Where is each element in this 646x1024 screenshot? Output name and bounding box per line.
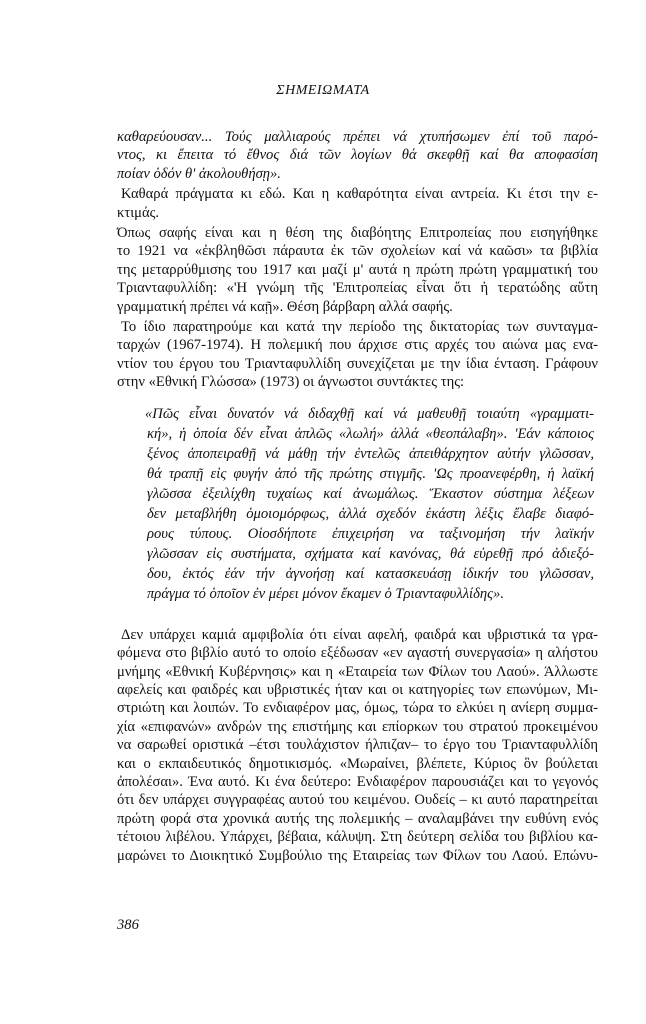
quote-line: κή», ἡ ὁποία δέν εἶναι ἁπλῶς «λωλή» ἀλλά «θεοπάλαβη». 'Εάν κάποιος [147,425,594,442]
block-quote [117,404,594,604]
text-line: και ο εκπαιδευτικός δημοτικισμός. «Μωραίνει, βλέπετε, Κύριος ὃν βούλεται [117,755,598,772]
text-line: το 1921 να «ἐκβληθῶσι πάραυτα ἐκ τῶν σχολείων καί νά καῶσι» τα βιβλία [117,243,598,260]
paragraph [117,224,598,316]
text-line: ἀπολέσαι». Ένα αυτό. Κι ένα δεύτερο: Ενδιαφέρον παρουσιάζει και το γεγονός [117,773,598,790]
text-line: στην «Εθνική Γλώσσα» (1973) οι άγνωστοι συντάκτες της: [117,374,465,391]
text-line: στριώτη και λοιπών. Το ενδιαφέρον μας, όμως, τώρα το ελκύει η ανίερη συμμα- [117,700,598,717]
text-line: ντίον του έργου του Τριανταφυλλίδη συνεχίζεται με την ίδια ένταση. Γράφουν [117,355,598,372]
quote-line: γλῶσσαν εἰς συστήματα, σχήματα καί κανόνας, θά εὑρεθῇ πρό ἀδιεξό- [147,545,594,562]
text-line: καθαρεύουσαν... Τούς μαλλιαρούς πρέπει νά χτυπήσωμεν ἐπί τοῦ παρό- [117,129,598,145]
text-line: κτιμάς. [117,204,160,221]
quote-line: πράγμα τό ὁποῖον ἐν μέρει μόνον ἔκαμεν ὁ Τριανταφυλλίδης». [147,585,504,602]
text-line: ότι δεν υπάρχει συγγραφέας αυτού του κειμένου. Ουδείς – κι αυτό παρατηρείται [117,792,598,809]
page-number: 386 [117,917,139,933]
paragraph-quote-ending [117,128,598,183]
text-line: ποίαν ὁδόν θ' ἀκολουθήσῃ». [117,165,281,182]
page-body [117,128,598,865]
text-line: τέτοιου λιβέλου. Υπάρχει, βέβαια, κάλυψη. Στη δεύτερη σελίδα του βιβλίου κα- [117,829,598,846]
quote-line: ρους τύπους. Οἱοσδήποτε ἐπιχειρήση να ταξινομήση τήν λαϊκήν [147,525,594,542]
quote-line: γλῶσσα ἐξειλίχθη τυχαίως καί ἀνωμάλως. Ἕκαστον σύστημα λέξεων [147,485,594,502]
text-line: ταρχών (1967-1974). Η πολεμική που άρχισε στις αρχές του αιώνα μας ενα- [117,337,598,354]
text-line: της μεταρρύθμισης του 1917 και μαζί μ' αυτά η πρώτη πρώτη γραμματική του [117,261,598,278]
text-line: Καθαρά πράγματα κι εδώ. Και η καθαρότητα είναι αντρεία. Κι έτσι την ε- [121,186,598,203]
paragraph [117,318,598,392]
text-line: φόμενα στο βιβλίο αυτό το οποίο εξέδωσαν «εν αγαστή συνεργασία» η αλήστου [117,645,598,662]
quote-line: δου, ἐκτός ἐάν τήν ἀγνοήσῃ καί κατασκευάσῃ ἰδικήν του γλῶσσαν, [147,565,594,582]
text-line: μαρώνει το Διοικητικό Συμβούλιο της Εταιρείας των Φίλων του Λαού. Επώνυ- [117,847,598,864]
text-line: Όπως σαφής είναι και η θέση της διαβόητης Επιτροπείας που εισηγήθηκε [117,225,598,242]
text-line: χία «επιφανών» ανδρών της επιστήμης και επίορκων του στρατού προκειμένου [117,718,598,735]
text-line: Δεν υπάρχει καμιά αμφιβολία ότι είναι αφελή, φαιδρά και υβριστικά τα γρα- [121,626,598,643]
quote-line: δεν μεταβλήθη ὁμοιομόρφως, ἀλλά σχεδόν ἑκάστη λέξις ἔλαβε διαφό- [147,505,594,522]
text-line: Το ίδιο παρατηρούμε και κατά την περίοδο της δικτατορίας των συνταγμα- [121,319,598,336]
quote-line: «Πῶς εἶναι δυνατόν νά διδαχθῇ καί νά μαθευθῇ τοιαύτη «γραμματι- [145,405,594,422]
running-header: ΣΗΜΕΙΩΜΑΤΑ [276,83,370,98]
text-line: μνήμης «Εθνική Κυβέρνησις» και η «Εταιρεία των Φίλων του Λαού». Άλλωστε [117,663,598,680]
paragraph [117,185,598,222]
text-line: αφελείς και φαιδρές και υβριστικές ήταν και οι κατηγορίες των επωνύμων, Μι- [117,681,598,698]
paragraph [117,626,598,865]
text-line: πρώτη φορά στα χρονικά αυτής της πολεμικής – αναλαμβάνει την ευθύνη ενός [117,810,598,827]
text-line: γραμματική πρέπει νά καῇ». Θέση βάρβαρη αλλά σαφής. [117,298,453,315]
text-line: ντος, κι ἔπειτα τό ἔθνος διά τῶν λογίων θά σκεφθῇ καί θα αποφασίση [117,147,598,164]
quote-line: ξένος ἀποπειραθῇ νά μάθῃ τήν ἐντελῶς ἀπειθάρχητον αὐτήν γλῶσσαν, [147,445,594,462]
text-line: να σαρωθεί οριστικά –έτσι τουλάχιστον ήλπιζαν– το έργο του Τριανταφυλλίδη [117,737,598,754]
section-gap [117,604,598,626]
quote-line: θά τραπῇ εἰς φυγήν ἀπό τῆς πρώτης στιγμῆς. 'Ως προανεφέρθη, ἡ λαϊκή [147,465,594,482]
text-line: Τριανταφυλλίδη: «'Η γνώμη τῆς 'Επιτροπείας εἶναι ὅτι ἡ τερατώδης αὕτη [117,280,598,297]
